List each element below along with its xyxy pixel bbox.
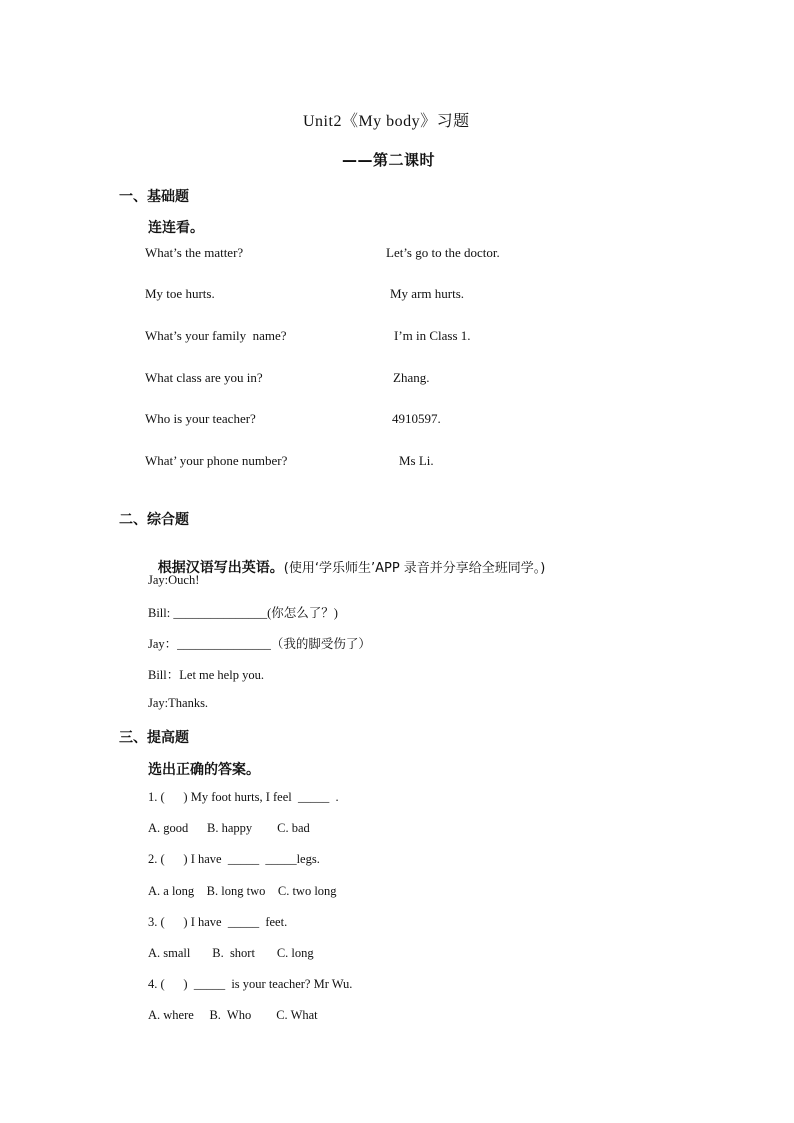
section-1-instruction: 连连看。 [148, 220, 204, 236]
match-left-item: What class are you in? [145, 370, 263, 385]
match-left-item: What’s your family name? [145, 328, 287, 343]
dialogue-line: Jay:Ouch! [148, 573, 200, 587]
match-left-item: Who is your teacher? [145, 411, 256, 426]
section-2-instruction [148, 541, 545, 577]
dialogue-line: Bill: _______________(你怎么了？) [148, 606, 338, 620]
dialogue-line: Jay：_______________（我的脚受伤了） [148, 637, 371, 651]
page-subtitle: ——第二课时 [342, 151, 436, 169]
match-right-item: Let’s go to the doctor. [386, 245, 500, 260]
question-stem: 3. ( ) I have _____ feet. [148, 915, 288, 929]
dialogue-line: Bill：Let me help you. [148, 668, 264, 682]
section-1-heading: 一、基础题 [119, 189, 189, 205]
question-options: A. a long B. long two C. two long [148, 884, 337, 898]
question-stem: 4. ( ) _____ is your teacher? Mr Wu. [148, 977, 353, 991]
match-left-item: What’s the matter? [145, 245, 244, 260]
instruction-main: 根据汉语写出英语。 [157, 560, 284, 576]
page-title: Unit2《My body》习题 [303, 113, 470, 130]
instruction-note: (使用‘学乐师生’APP 录音并分享给全班同学。) [283, 561, 546, 576]
section-3-heading: 三、提高题 [119, 730, 189, 746]
match-right-item: I’m in Class 1. [394, 328, 471, 343]
section-3-instruction: 选出正确的答案。 [148, 762, 260, 778]
dialogue-line: Jay:Thanks. [148, 696, 209, 710]
question-stem: 2. ( ) I have _____ _____legs. [148, 852, 320, 866]
question-options: A. small B. short C. long [148, 946, 314, 960]
match-right-item: Ms Li. [399, 453, 434, 468]
match-left-item: What’ your phone number? [145, 453, 288, 468]
match-right-item: My arm hurts. [390, 286, 465, 301]
question-options: A. where B. Who C. What [148, 1008, 318, 1022]
match-right-item: 4910597. [392, 411, 441, 426]
match-left-item: My toe hurts. [145, 286, 215, 301]
question-stem: 1. ( ) My foot hurts, I feel _____ . [148, 790, 339, 804]
section-2-heading: 二、综合题 [119, 512, 189, 528]
match-right-item: Zhang. [393, 370, 430, 385]
question-options: A. good B. happy C. bad [148, 821, 310, 835]
